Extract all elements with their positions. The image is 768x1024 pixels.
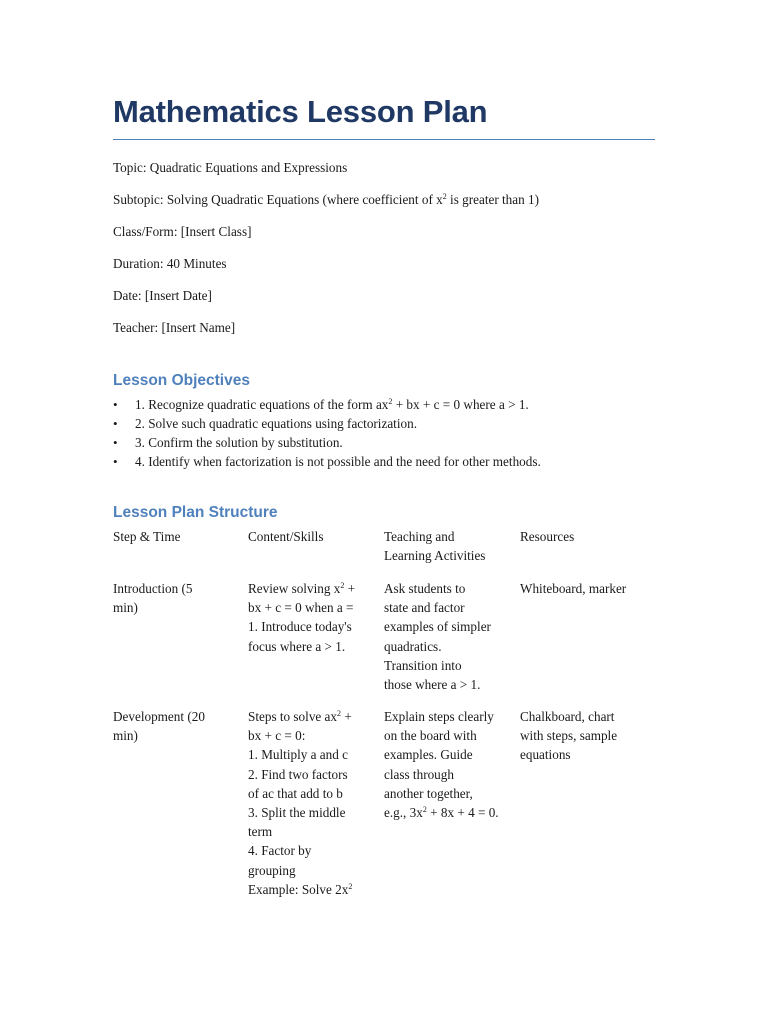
- cell-line: Example: Solve $2x^2$: [248, 881, 353, 897]
- cell-line: bx + c = 0 when a =: [248, 600, 354, 616]
- table-header-row: [113, 527, 655, 579]
- meta-subtopic-tail: is greater than 1): [446, 192, 540, 207]
- cell-line: with steps, sample: [520, 728, 618, 744]
- cell-line: min): [113, 600, 138, 616]
- header-activities: [384, 527, 520, 579]
- cell-line: 1. Introduce today's: [248, 619, 352, 635]
- objective-item: [113, 452, 655, 471]
- objective-text: 1. Recognize quadratic equations of the form $ax^2$ + bx + c = 0 where a > 1.: [135, 397, 529, 412]
- cell-line: those where a > 1.: [384, 677, 481, 693]
- meta-subtopic-text: Subtopic: Solving Quadratic Equations (where coefficient of x: [113, 192, 443, 207]
- title-divider: [113, 139, 655, 140]
- superscript: 2: [442, 192, 447, 201]
- objectives-list: [113, 395, 655, 471]
- meta-topic: Topic: Quadratic Equations and Expressions: [113, 160, 348, 175]
- cell-line: on the board with: [384, 728, 477, 744]
- cell-line: Explain steps clearly: [384, 709, 494, 724]
- objectives-heading: Lesson Objectives: [113, 372, 250, 389]
- bullet-icon: •: [113, 397, 118, 412]
- cell-line: class through: [384, 766, 454, 782]
- cell-line: of ac that add to b: [248, 785, 343, 801]
- cell-line: another together,: [384, 785, 473, 801]
- cell-line: 2. Find two factors: [248, 766, 348, 782]
- cell-line: Transition into: [384, 657, 462, 673]
- superscript: 2: [340, 581, 345, 590]
- cell-line: Review solving $x^2$ +: [248, 581, 356, 596]
- cell-content: [248, 707, 384, 907]
- cell-line: Introduction (5: [113, 581, 193, 596]
- cell-step: [113, 707, 248, 907]
- cell-line: Steps to solve $ax^2$ +: [248, 709, 352, 724]
- cell-line: term: [248, 824, 273, 840]
- meta-teacher: Teacher: [Insert Name]: [113, 320, 236, 335]
- cell-step: [113, 579, 248, 707]
- header-activities-line: Teaching and: [384, 529, 455, 544]
- header-step: Step & Time: [113, 529, 181, 544]
- table-row: [113, 579, 655, 707]
- cell-line: Ask students to: [384, 581, 466, 596]
- objective-item: [113, 395, 655, 414]
- cell-line: Whiteboard, marker: [520, 581, 627, 596]
- superscript: 2: [422, 805, 427, 815]
- superscript: 2: [388, 397, 393, 406]
- cell-line: quadratics.: [384, 638, 442, 654]
- header-activities-line: Learning Activities: [384, 548, 486, 564]
- meta-date: Date: [Insert Date]: [113, 288, 212, 303]
- cell-line: 1. Multiply a and c: [248, 747, 348, 763]
- lesson-meta: [113, 158, 655, 350]
- structure-heading: Lesson Plan Structure: [113, 504, 278, 521]
- cell-activities: [384, 707, 520, 907]
- cell-line: e.g., $3x^2 + 8x + 4 = 0$.: [384, 805, 499, 821]
- objective-item: [113, 414, 655, 433]
- meta-subtopic: [113, 190, 655, 222]
- cell-activities: [384, 579, 520, 707]
- cell-line: Chalkboard, chart: [520, 709, 615, 724]
- cell-resources: [520, 707, 655, 907]
- objective-text: 2. Solve such quadratic equations using factorization.: [135, 416, 417, 431]
- superscript: 2: [337, 709, 342, 718]
- cell-line: state and factor: [384, 600, 465, 616]
- cell-line: examples. Guide: [384, 747, 473, 763]
- cell-line: grouping: [248, 862, 296, 878]
- meta-class: Class/Form: [Insert Class]: [113, 224, 252, 239]
- header-resources: Resources: [520, 529, 575, 544]
- objective-item: [113, 433, 655, 452]
- cell-line: 4. Factor by: [248, 843, 312, 859]
- cell-content: [248, 579, 384, 707]
- objective-text: 3. Confirm the solution by substitution.: [135, 435, 343, 450]
- bullet-icon: •: [113, 454, 118, 469]
- cell-line: bx + c = 0:: [248, 728, 306, 744]
- bullet-icon: •: [113, 416, 118, 431]
- cell-line: min): [113, 728, 138, 744]
- cell-line: equations: [520, 747, 571, 763]
- superscript: 2: [348, 881, 353, 891]
- cell-line: Development (20: [113, 709, 205, 724]
- table-row: [113, 707, 655, 907]
- meta-duration: Duration: 40 Minutes: [113, 256, 227, 271]
- cell-line: 3. Split the middle: [248, 805, 346, 821]
- objective-text: 4. Identify when factorization is not possible and the need for other methods.: [135, 454, 541, 469]
- document-title: Mathematics Lesson Plan: [113, 94, 488, 129]
- lesson-structure-table: [113, 527, 655, 907]
- cell-resources: [520, 579, 655, 707]
- header-content: Content/Skills: [248, 529, 324, 544]
- cell-line: focus where a > 1.: [248, 638, 346, 654]
- bullet-icon: •: [113, 435, 118, 450]
- cell-line: examples of simpler: [384, 619, 491, 635]
